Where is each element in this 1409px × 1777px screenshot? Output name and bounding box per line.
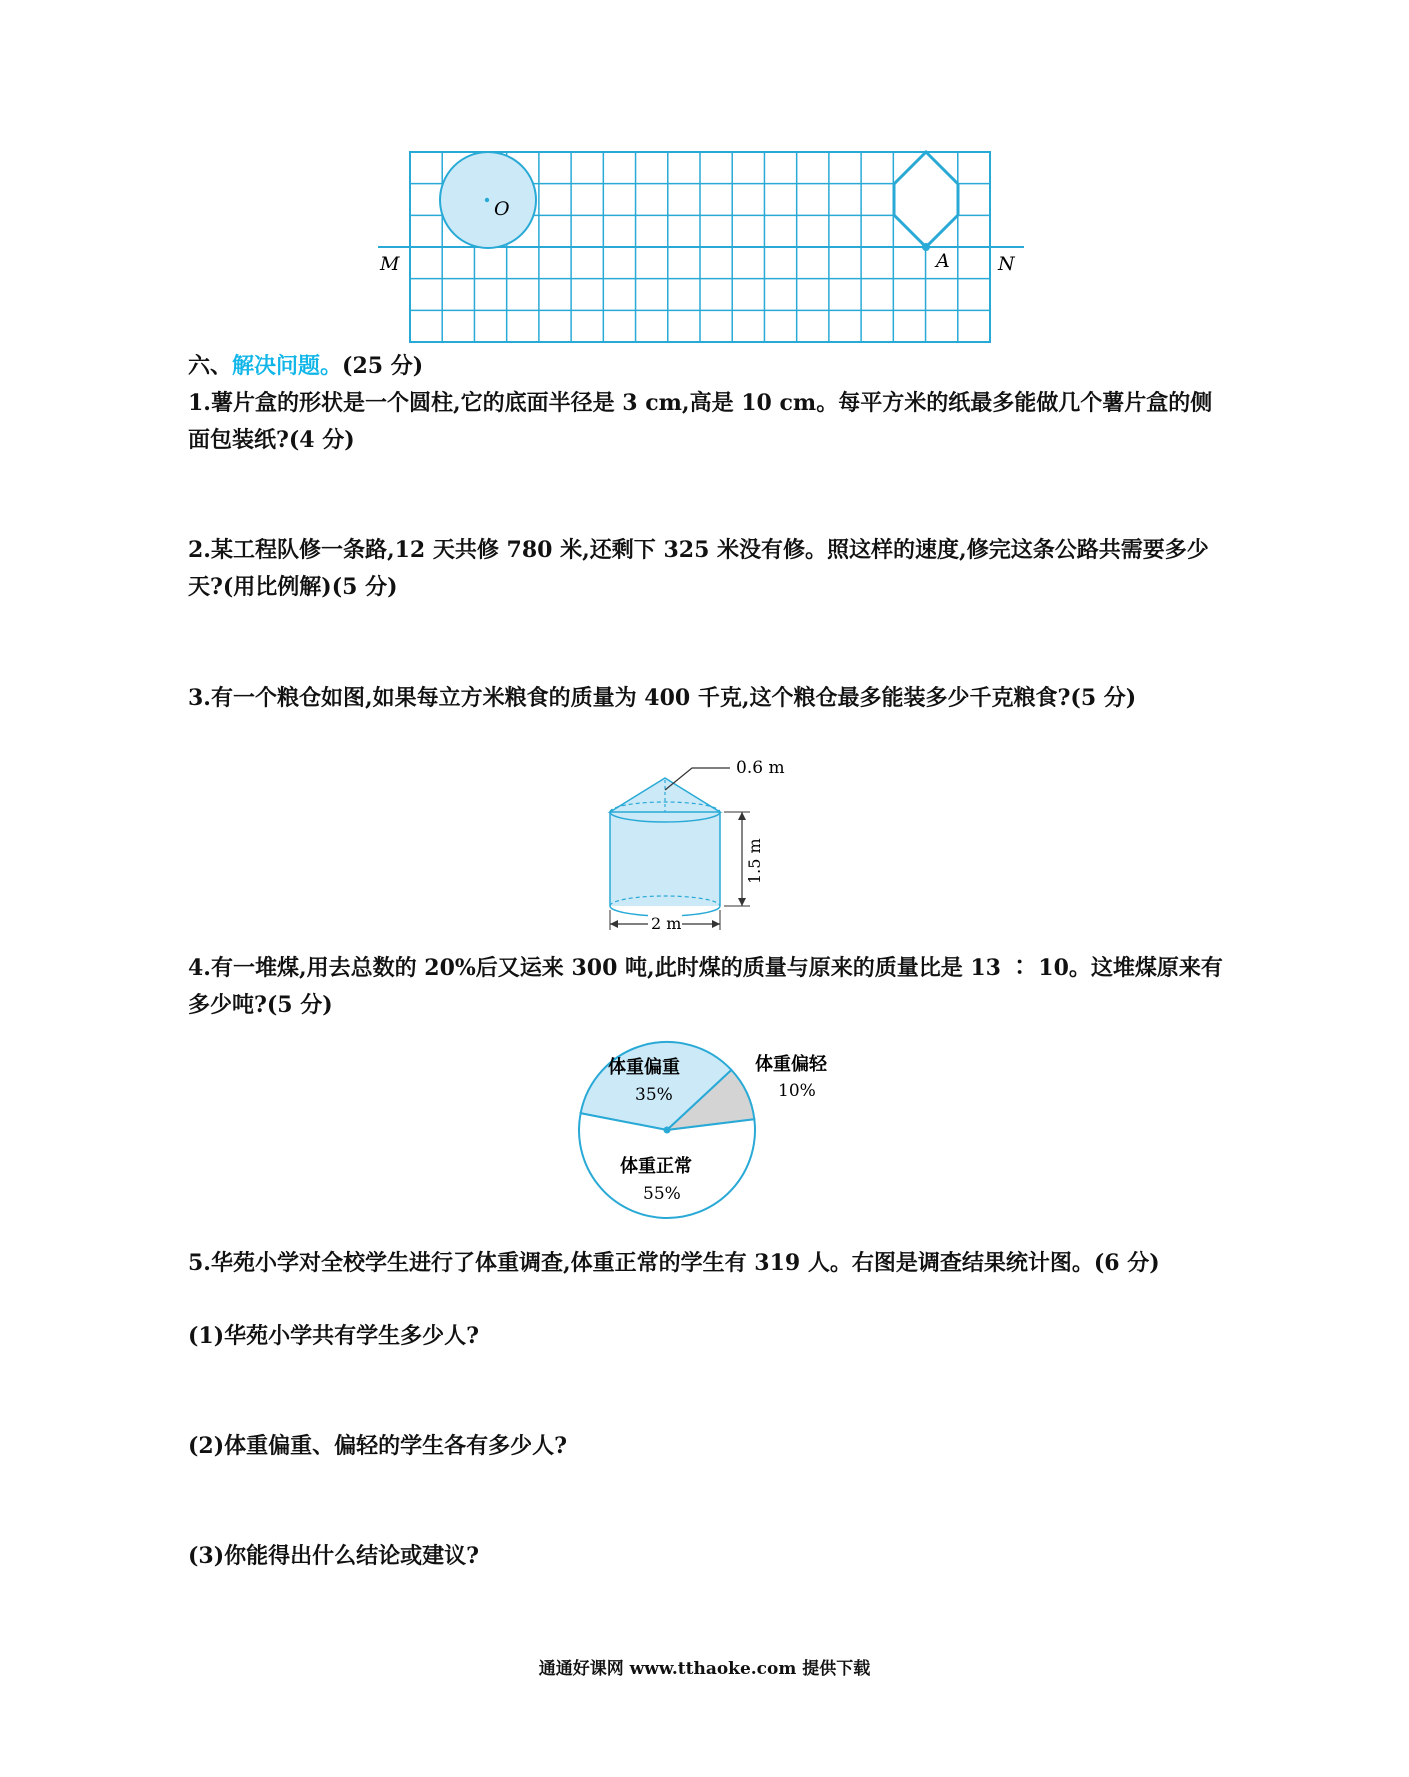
label-m: M [380, 253, 400, 275]
section-score: (25 分) [342, 353, 424, 379]
question-5-part-1: (1)华苑小学共有学生多少人? [188, 1323, 480, 1349]
point-a [922, 243, 930, 251]
cylinder-height-label: 1.5 m [745, 838, 764, 884]
pie-label-overweight: 体重偏重 [608, 1057, 680, 1078]
center-dot-o [485, 198, 489, 202]
pie-value-normal: 55% [643, 1184, 681, 1204]
pie-value-overweight: 35% [635, 1085, 673, 1105]
grid-figure [378, 148, 1030, 348]
diameter-label: 2 m [651, 914, 682, 933]
question-2: 2.某工程队修一条路,12 天共修 780 米,还剩下 325 米没有修。照这样的速度,修完这条公路共需要多少天?(用比例解)(5 分) [188, 537, 1209, 600]
footer-credit: 通通好课网 www.tthaoke.com 提供下载 [538, 1659, 871, 1679]
question-3: 3.有一个粮仓如图,如果每立方米粮食的质量为 400 千克,这个粮仓最多能装多少千克粮食?(5 分) [188, 685, 1137, 711]
label-a: A [936, 250, 950, 272]
pie-chart [560, 1025, 850, 1235]
section-title: 解决问题。 [232, 353, 343, 379]
pie-label-underweight: 体重偏轻 [755, 1054, 827, 1075]
question-4: 4.有一堆煤,用去总数的 20%后又运来 300 吨,此时煤的质量与原来的质量比是 13 ∶ 10。这堆煤原来有多少吨?(5 分) [188, 955, 1223, 1018]
section-prefix: 六、 [188, 353, 233, 379]
question-5-part-3: (3)你能得出什么结论或建议? [188, 1543, 480, 1569]
pie-label-normal: 体重正常 [620, 1156, 692, 1177]
label-o: O [494, 198, 510, 220]
label-n: N [998, 253, 1015, 275]
hexagon-shape [894, 152, 958, 247]
question-1: 1.薯片盒的形状是一个圆柱,它的底面半径是 3 cm,高是 10 cm。每平方米的纸最多能做几个薯片盒的侧面包装纸?(4 分) [188, 390, 1213, 453]
question-5: 5.华苑小学对全校学生进行了体重调查,体重正常的学生有 319 人。右图是调查结果统计图。(6 分) [188, 1250, 1160, 1276]
pie-center [664, 1127, 671, 1134]
section-heading [188, 348, 1228, 385]
cone-height-label: 0.6 m [736, 758, 785, 778]
cylinder-body [610, 812, 720, 906]
pie-value-underweight: 10% [778, 1081, 816, 1101]
question-5-part-2: (2)体重偏重、偏轻的学生各有多少人? [188, 1433, 568, 1459]
granary-figure [600, 758, 830, 938]
